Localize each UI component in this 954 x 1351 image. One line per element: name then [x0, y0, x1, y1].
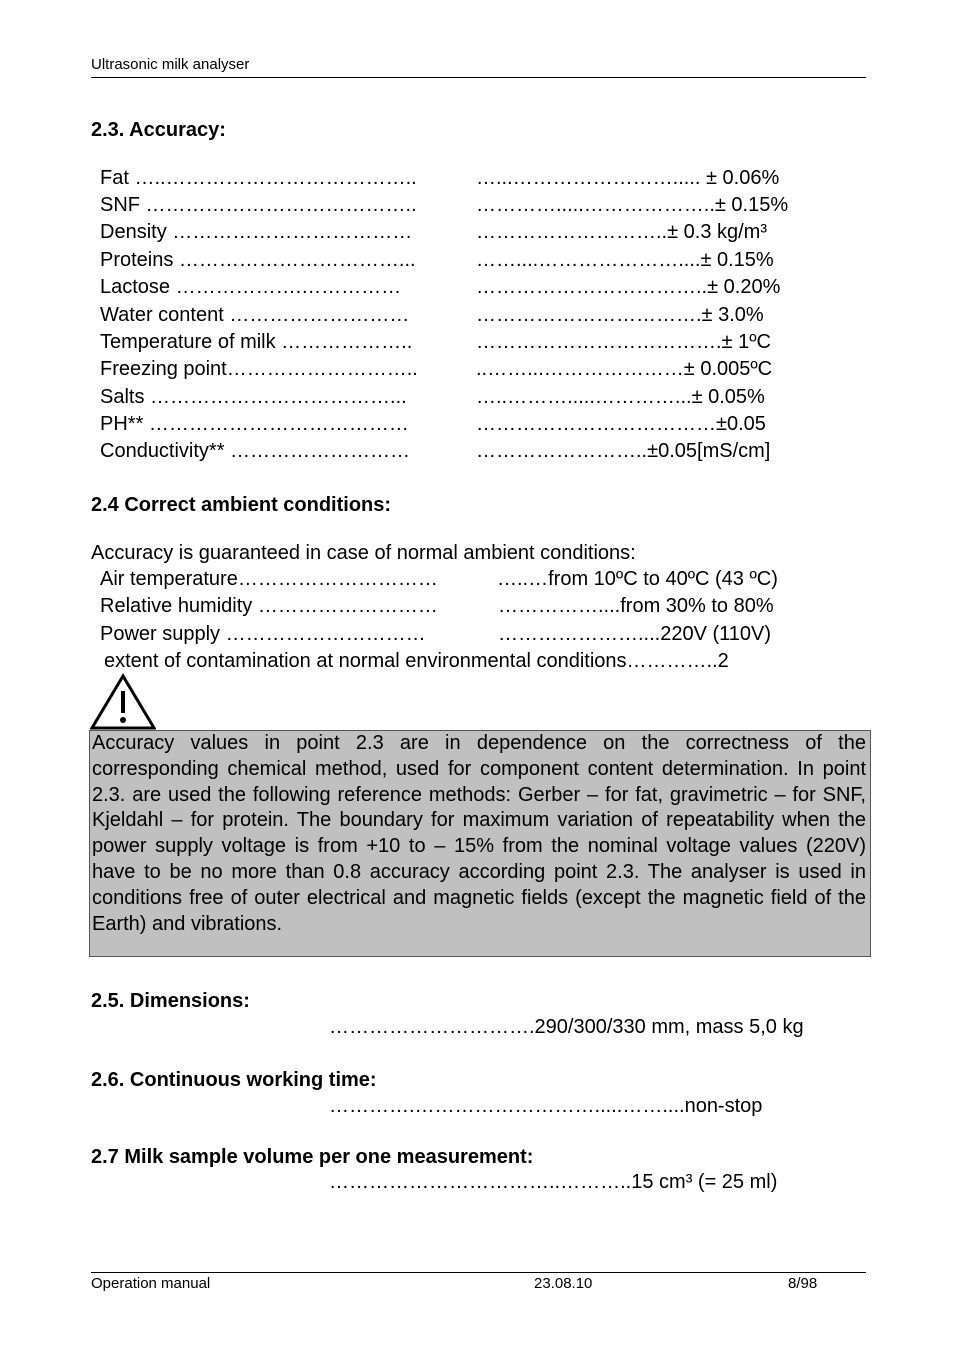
row-value: ……………………..±0.05[mS/cm]: [476, 440, 771, 462]
row-value: …………………....220V (110V): [498, 623, 772, 645]
row-label: SNF …………………………………..: [100, 194, 417, 216]
row-value: ……………………………..± 0.20%: [476, 276, 781, 298]
row-value: ………….....………………..± 0.15%: [476, 194, 789, 216]
row-value: ……………………………….± 1ºC: [476, 331, 771, 353]
working-time-value: ………….……………………….....……....non-stop: [329, 1095, 763, 1117]
ambient-heading: 2.4 Correct ambient conditions:: [91, 494, 392, 516]
row-value: ……………....from 30% to 80%: [498, 595, 774, 617]
row-label: Freezing point………………………..: [100, 358, 418, 380]
ambient-extent: extent of contamination at normal environmental conditions…………..2: [104, 650, 729, 672]
footer-page-number: 8/98: [788, 1275, 818, 1292]
header-rule: [91, 77, 866, 78]
row-label: Temperature of milk ………………..: [100, 331, 413, 353]
warning-icon: [90, 673, 156, 731]
row-label: Conductivity** ………………………: [100, 440, 411, 462]
row-value: …..…from 10ºC to 40ºC (43 ºC): [497, 568, 778, 590]
footer-rule: [91, 1272, 866, 1273]
footer-date: 23.08.10: [534, 1275, 593, 1292]
row-label: Water content ………………………: [100, 304, 410, 326]
row-label: Relative humidity ………………………: [100, 595, 438, 617]
footer-left: Operation manual: [91, 1275, 211, 1292]
row-value: ..……...…………………± 0.005ºC: [476, 358, 773, 380]
row-value: ……....…………………....± 0.15%: [476, 249, 774, 271]
row-label: PH** …………………………………: [100, 413, 409, 435]
working-time-heading: 2.6. Continuous working time:: [91, 1069, 377, 1091]
header-title: Ultrasonic milk analyser: [91, 56, 250, 73]
row-value: …………………………….± 3.0%: [476, 304, 764, 326]
row-label: Power supply …………………………: [100, 623, 426, 645]
ambient-intro: Accuracy is guaranteed in case of normal ambient conditions:: [91, 542, 636, 564]
dimensions-value: ………………………….290/300/330 mm, mass 5,0 kg: [329, 1016, 804, 1038]
row-value: …..……….....…………...± 0.05%: [476, 386, 765, 408]
sample-volume-heading: 2.7 Milk sample volume per one measurement:: [91, 1146, 534, 1168]
row-label: Salts ………………………………...: [100, 386, 407, 408]
row-value: …...……………………..... ± 0.06%: [476, 167, 780, 189]
warning-note: Accuracy values in point 2.3 are in dependence on the correctness of the corresponding chemical method, used for component content determination. In point 2.3. are used the following reference methods: Gerber – for fat, gravimetric – for SNF, Kjeldahl – for protein. The boundary for maximum variation of repeatability when the power supply voltage is from +10 to – 15% from the nominal voltage values (220V) have to be no more than 0.8 accuracy according point 2.3. The analyser is used in conditions free of outer electrical and magnetic fields (except the magnetic field of the Earth) and vibrations.: [89, 730, 871, 957]
row-value: ………………………..± 0.3 kg/m³: [476, 221, 768, 243]
dimensions-heading: 2.5. Dimensions:: [91, 990, 250, 1012]
row-label: Lactose ……………….……………: [100, 276, 402, 298]
row-value: ………………………………±0.05: [476, 413, 766, 435]
row-label: Density ………………………………: [100, 221, 413, 243]
sample-volume-value: ……………………………..………..15 cm³ (= 25 ml): [329, 1171, 778, 1193]
row-label: Proteins ……………………………...: [100, 249, 416, 271]
accuracy-heading: 2.3. Accuracy:: [91, 119, 226, 141]
row-label: Fat …..………………………………..: [100, 167, 417, 189]
row-label: Air temperature…………………………: [100, 568, 438, 590]
